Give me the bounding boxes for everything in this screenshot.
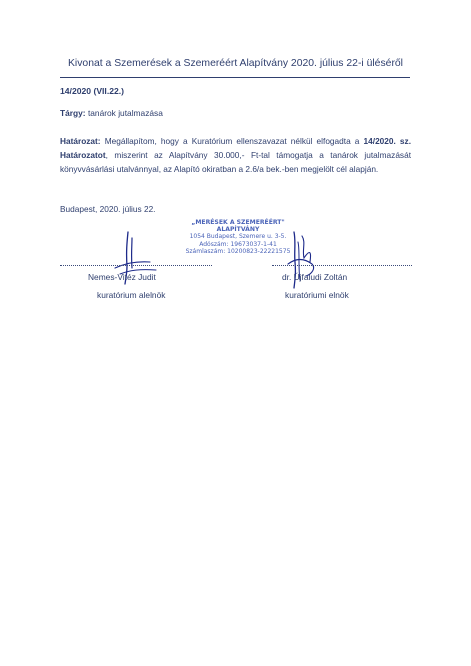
left-signature-line <box>60 265 212 266</box>
left-signatory-role: kuratórium alelnök <box>97 290 166 300</box>
right-signatory-role: kuratóriumi elnök <box>285 290 349 300</box>
resolution-paragraph <box>60 134 411 176</box>
left-signatory-name: Nemes-Vitéz Judit <box>88 272 156 282</box>
document-title: Kivonat a Szemerések a Szemeréért Alapítvány 2020. július 22-i üléséről <box>68 58 403 69</box>
place-and-date: Budapest, 2020. július 22. <box>60 204 156 214</box>
stamp-line-5: Számlaszám: 10200823-22221575 <box>185 247 291 255</box>
resolution-text-2: , miszerint az Alapítvány 30.000,- Ft-tal támogatja a tanárok jutalmazását könyvvásárlási utalvánnyal, az Alapító okiratban a 2.6/a bek.-ben megjelölt cél alapján. <box>60 150 411 174</box>
subject-line <box>60 108 163 118</box>
right-signatory-name: dr. Újfaludi Zoltán <box>282 272 348 282</box>
subject-value: tanárok jutalmazása <box>87 108 163 118</box>
stamp-line-1: „MERÉSEK A SZEMERÉÉRT" <box>191 219 285 226</box>
resolution-text-1: Megállapítom, hogy a Kuratórium ellenszavazat nélkül elfogadta a <box>104 136 360 146</box>
reference-number: 14/2020 (VII.22.) <box>60 86 125 96</box>
foundation-stamp <box>178 219 298 255</box>
stamp-line-2: ALAPÍTVÁNY <box>216 226 260 234</box>
stamp-line-4: Adószám: 19673037-1-41 <box>199 240 277 248</box>
resolution-label: Határozat: <box>60 136 101 146</box>
stamp-line-3: 1054 Budapest, Szemere u. 3-5. <box>189 233 287 241</box>
decision-reference: 14/2020. sz. Határozatot <box>60 136 411 160</box>
right-signature-line <box>272 265 412 266</box>
title-underline <box>60 77 410 78</box>
subject-label: Tárgy: <box>60 108 86 118</box>
